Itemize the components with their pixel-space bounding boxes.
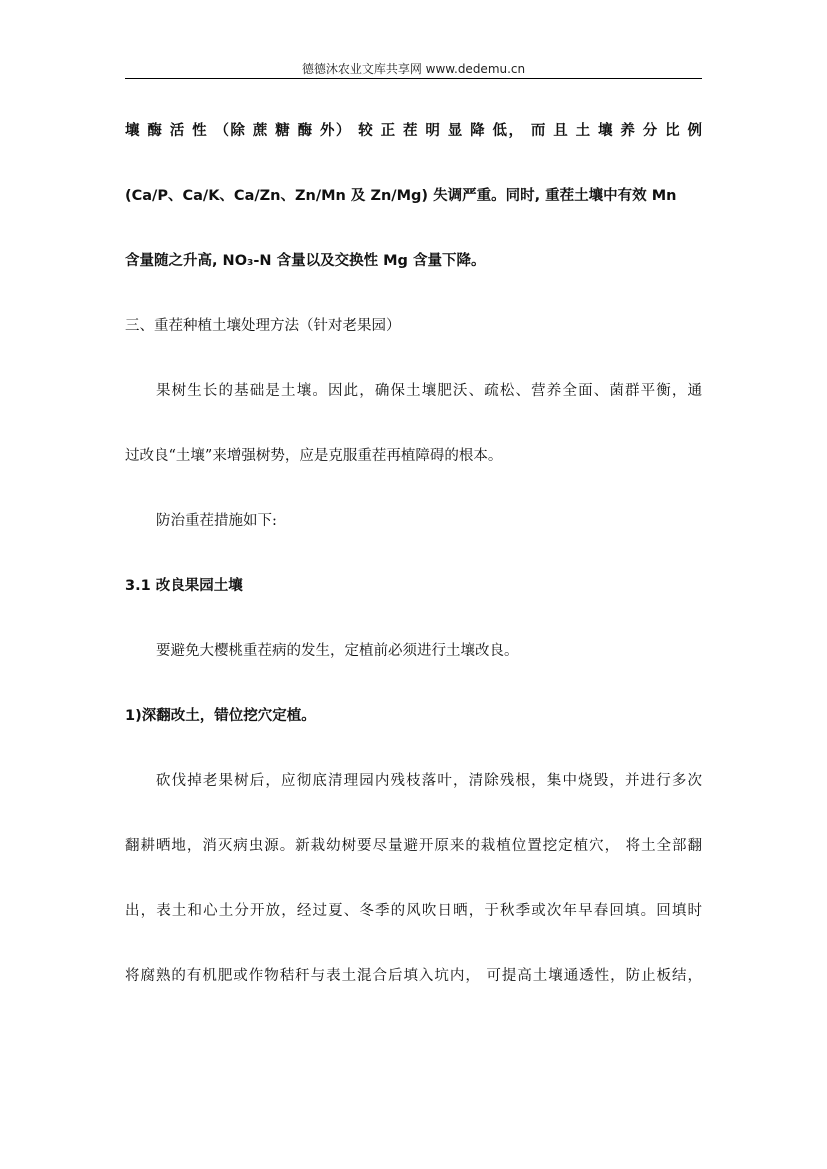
subsection-heading-3-1: 3.1 改良果园土壤 bbox=[125, 578, 243, 594]
body-line-6: 过改良“土壤”来增强树势，应是克服重茬再植障碍的根本。 bbox=[125, 448, 503, 464]
body-line-12: 翻耕晒地，消灭病虫源。新栽幼树要尽量避开原来的栽植位置挖定植穴， 将土全部翻 bbox=[125, 838, 702, 854]
body-line-11: 砍伐掉老果树后，应彻底清理园内残枝落叶，清除残根，集中烧毁，并进行多次 bbox=[156, 773, 702, 789]
body-line-7: 防治重茬措施如下: bbox=[156, 513, 277, 529]
body-line-9: 要避免大樱桃重茬病的发生，定植前必须进行土壤改良。 bbox=[156, 643, 519, 659]
item-heading-1: 1)深翻改土，错位挖穴定植。 bbox=[125, 708, 316, 724]
body-line-5: 果树生长的基础是土壤。因此，确保土壤肥沃、疏松、营养全面、菌群平衡，通 bbox=[156, 383, 702, 399]
body-line-3: 含量随之升高, NO₃-N 含量以及交换性 Mg 含量下降。 bbox=[125, 253, 486, 269]
section-heading-3: 三、重茬种植土壤处理方法（针对老果园） bbox=[125, 318, 401, 334]
body-line-13: 出，表土和心土分开放，经过夏、冬季的风吹日晒，于秋季或次年早春回填。回填时 bbox=[125, 903, 702, 919]
body-line-2: (Ca/P、Ca/K、Ca/Zn、Zn/Mn 及 Zn/Mg) 失调严重。同时, 重茬土壤中有效 Mn bbox=[125, 188, 677, 204]
body-line-1: 壤 酶 活 性 （除 蔗 糖 酶 外） 较 正 茬 明 显 降 低， 而 且 土 壤 养 分 比 例 bbox=[125, 123, 702, 139]
page-header: 德德沐农业文库共享网 www.dedemu.cn bbox=[301, 62, 526, 76]
header-divider bbox=[125, 78, 702, 79]
body-line-14: 将腐熟的有机肥或作物秸秆与表土混合后填入坑内， 可提高土壤通透性，防止板结， bbox=[125, 968, 702, 984]
